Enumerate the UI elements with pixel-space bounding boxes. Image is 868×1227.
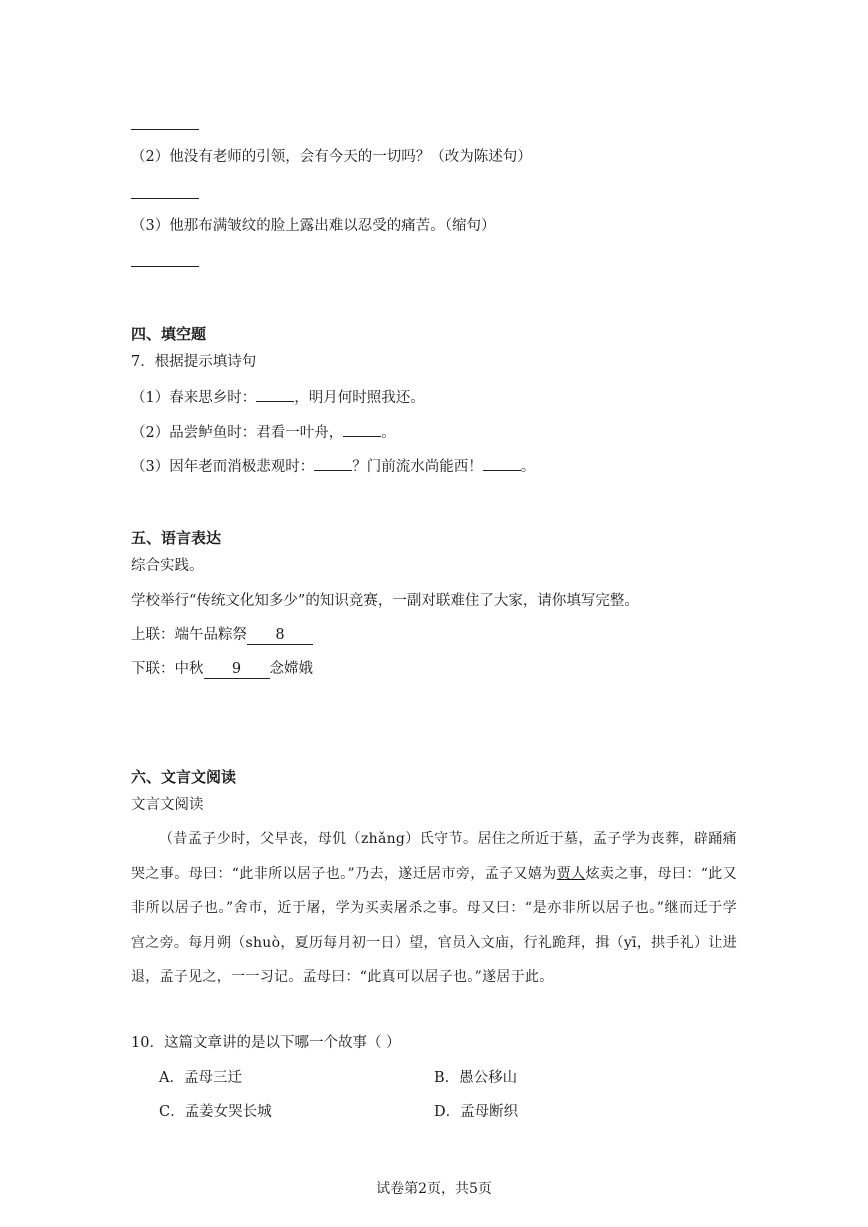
section-5-prompt: 学校举行“传统文化知多少”的知识竞赛，一副对联难住了大家，请你填写完整。: [131, 593, 639, 609]
section-6-subheading: 文言文阅读: [131, 797, 204, 813]
q7-title: 7．根据提示填诗句: [131, 354, 257, 370]
section-4-heading: 四、填空题: [131, 325, 207, 343]
passage-part-1: （昔孟子少时，父早丧，母仉（zhǎng）氏守节。居住之所近于墓，孟子学为丧葬，辟踊痛哭之事。母曰：“此非所以居子也。”乃去，遂迁居市旁，孟子又嬉为: [131, 831, 737, 882]
couplet-lower: [131, 659, 313, 679]
section-6-heading: 六、文言文阅读: [131, 768, 237, 786]
q7-item-2-prefix: （2）品尝鲈鱼时：君看一叶舟，: [131, 425, 344, 441]
q6-item-3: （3）他那布满皱纹的脸上露出难以忍受的痛苦。（缩句）: [131, 218, 496, 234]
couplet-upper-prefix: 上联：端午品粽祭: [131, 627, 247, 643]
q7-item-1-suffix: ，明月何时照我还。: [294, 390, 425, 406]
answer-line-1: [131, 129, 199, 130]
option-b[interactable]: B．愚公移山: [434, 1070, 518, 1086]
classical-passage: [131, 822, 737, 995]
option-a[interactable]: A．孟母三迁: [159, 1070, 242, 1086]
q7-item-3-blank-a[interactable]: [314, 455, 352, 471]
q7-item-1-blank[interactable]: [256, 386, 294, 402]
q7-item-3-blank-b[interactable]: [483, 455, 521, 471]
answer-line-2: [131, 198, 199, 199]
q7-item-3-prefix: （3）因年老而消极悲观时：: [131, 459, 315, 475]
couplet-upper: [131, 625, 313, 645]
q7-item-1: [131, 386, 425, 408]
option-d[interactable]: D．孟母断织: [434, 1104, 519, 1120]
passage-underlined-term: 贾人: [556, 865, 586, 882]
section-5-heading: 五、语言表达: [131, 529, 222, 547]
q7-item-2-blank[interactable]: [343, 421, 381, 437]
q7-item-2-suffix: 。: [381, 425, 396, 441]
section-5-intro: 综合实践。: [131, 558, 204, 574]
couplet-lower-prefix: 下联：中秋: [131, 661, 204, 677]
q10-question: 10．这篇文章讲的是以下哪一个故事（ ）: [131, 1035, 401, 1051]
q6-item-2: （2）他没有老师的引领，会有今天的一切吗？（改为陈述句）: [131, 149, 532, 165]
q7-item-3-middle: ？门前流水尚能西！: [352, 459, 483, 475]
q7-item-2: [131, 421, 396, 443]
q7-item-3-suffix: 。: [520, 459, 536, 475]
couplet-lower-suffix: 念嫦娥: [269, 661, 313, 677]
passage-part-2: 炫卖之事，母曰：“此又非所以居子也。”舍市，近于屠，学为买卖屠杀之事。母又曰：“是亦非所以居子也。”继而迁于学宫之旁。每月朔（shuò，夏历每月初一日）望，官员入文庙，行礼跪拜，揖（yī，拱手礼）让进退，孟子见之，一一习记。孟母曰：“此真可以居子也。”遂居于此。: [131, 865, 737, 985]
option-c[interactable]: C．孟姜女哭长城: [159, 1104, 272, 1120]
q7-item-3: [131, 455, 535, 477]
couplet-lower-blank[interactable]: 9: [204, 660, 270, 679]
answer-line-3: [131, 266, 199, 267]
q7-item-1-prefix: （1）春来思乡时：: [131, 390, 257, 406]
couplet-upper-blank[interactable]: 8: [247, 626, 313, 645]
page-footer: 试卷第2页，共5页: [376, 1181, 492, 1197]
